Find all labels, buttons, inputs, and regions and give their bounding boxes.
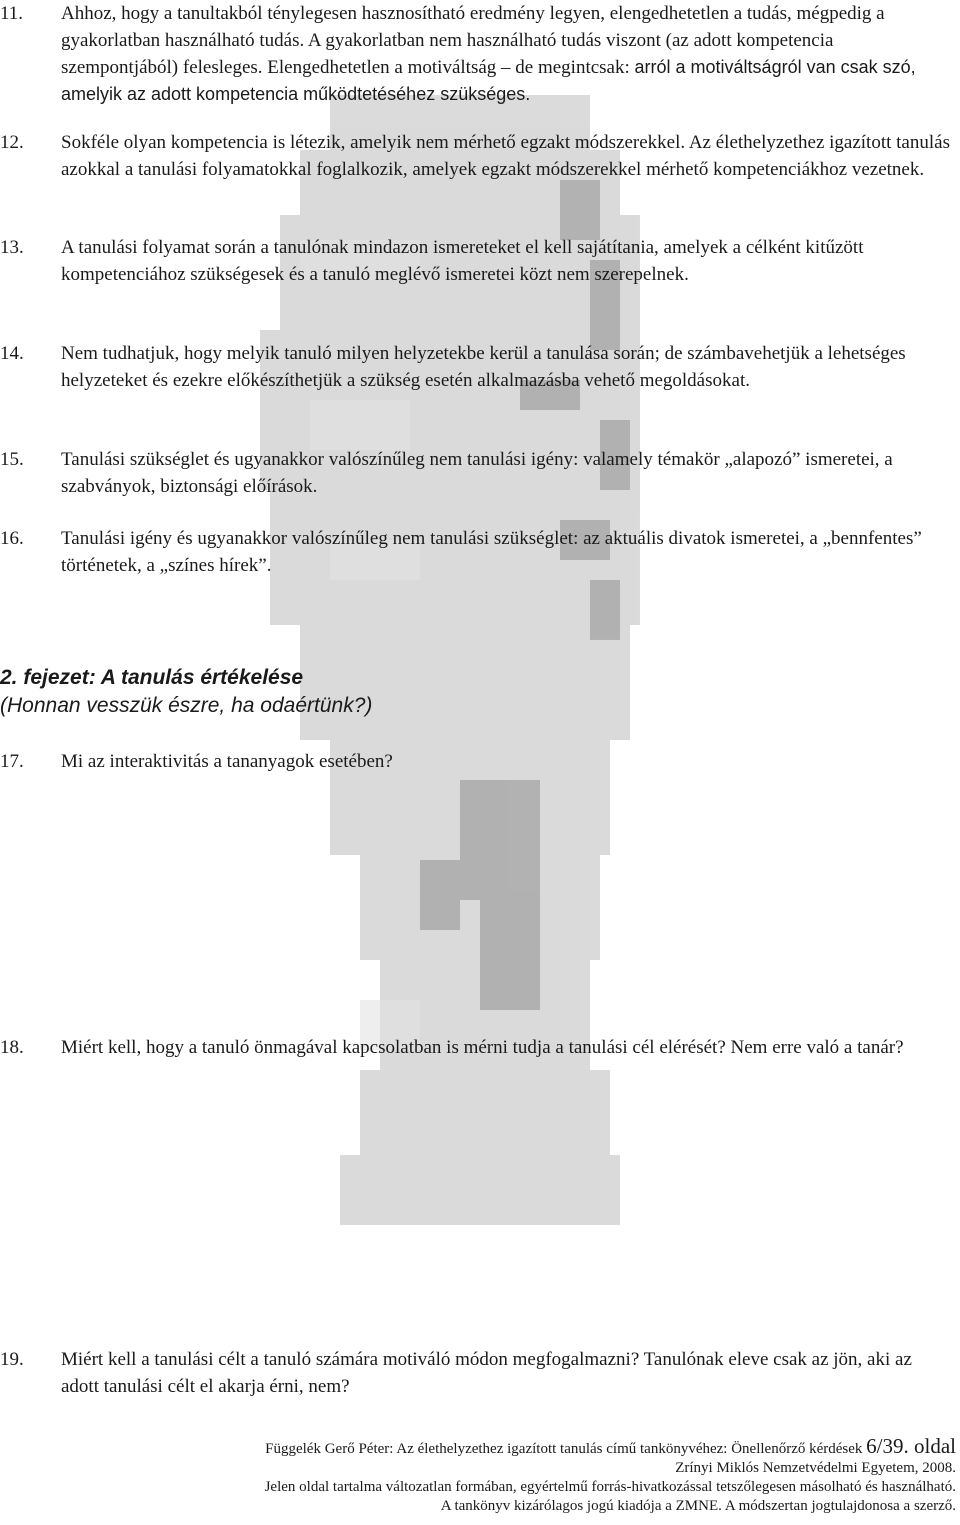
item-text-sans: arról a motiváltságról van csak szó, amelyik az adott kompetencia működtetéséhez szükséges.: [61, 57, 916, 104]
item-text: Mi az interaktivitás a tananyagok esetében?: [61, 751, 393, 772]
item-number: 19.: [0, 1349, 24, 1370]
item-text: [61, 0, 954, 108]
item-text: Tanulási igény és ugyanakkor valószínűleg nem tanulási szükséglet: az aktuális divatok ismeretei, a „bennfentes” történetek, a „színes hírek”.: [61, 528, 922, 576]
item-text: Tanulási szükséglet és ugyanakkor valószínűleg nem tanulási igény: valamely témakör „alapozó” ismeretei, a szabványok, biztonsági előírások.: [61, 449, 893, 497]
chapter-title: 2. fejezet: A tanulás értékelése: [0, 666, 304, 689]
item-number: 15.: [0, 449, 24, 470]
item-number: 16.: [0, 528, 24, 549]
item-number: 14.: [0, 343, 24, 364]
item-number: 13.: [0, 237, 24, 258]
page-number: 6/39. oldal: [866, 1434, 956, 1458]
footer-title: Függelék Gerő Péter: Az élethelyzethez igazított tanulás című tankönyvéhez: Önellenőrző kérdések: [265, 1441, 867, 1457]
footer-line-rights: A tankönyv kizárólagos jogú kiadója a ZMNE. A módszertan jogtulajdonosa a szerző.: [440, 1498, 956, 1514]
item-text-serif: Ahhoz, hogy a tanultakból ténylegesen hasznosítható eredmény legyen, elengedhetetlen a tudás, mégpedig a gyakorlatban használható tudás. A gyakorlatban nem használható tudás viszont (az adott kompetencia szempontjából) felesleges. Elengedhetetlen a motiváltság – de megintcsak:: [61, 3, 885, 78]
footer-line-license: Jelen oldal tartalma változatlan formában, egyértelmű forrás-hivatkozással tetszőlegesen másolható és használható.: [264, 1479, 956, 1495]
item-number: 18.: [0, 1037, 24, 1058]
item-text: A tanulási folyamat során a tanulónak mindazon ismereteket el kell sajátítania, amelyek a célként kitűzött kompetenciához szükségesek és a tanuló meglévő ismeretei közt nem szerepelnek.: [61, 237, 864, 285]
item-text: Sokféle olyan kompetencia is létezik, amelyik nem mérhető egzakt módszerekkel. Az élethelyzethez igazított tanulás azokkal a tanulási folyamatokkal foglalkozik, amelyek egzakt módszerekkel mérhető kompetenciákhoz vezetnek.: [61, 132, 950, 180]
item-number: 17.: [0, 751, 24, 772]
item-number: 12.: [0, 132, 24, 153]
item-text: Nem tudhatjuk, hogy melyik tanuló milyen helyzetekbe kerül a tanulása során; de számbavehetjük a lehetséges helyzeteket és ezekre előkészíthetjük a szükség esetén alkalmazásba vehető megoldásokat.: [61, 343, 906, 391]
chapter-subtitle: (Honnan vesszük észre, ha odaértünk?): [0, 694, 373, 717]
item-number: 11.: [0, 3, 24, 24]
item-text: Miért kell a tanulási célt a tanuló számára motiváló módon megfogalmazni? Tanulónak eleve csak az jön, aki az adott tanulási célt el akarja érni, nem?: [61, 1349, 912, 1397]
page-footer: [56, 1434, 956, 1516]
item-text: Miért kell, hogy a tanuló önmagával kapcsolatban is mérni tudja a tanulási cél elérését? Nem erre való a tanár?: [61, 1037, 904, 1058]
footer-line-title: [56, 1434, 956, 1459]
footer-line-institution: Zrínyi Miklós Nemzetvédelmi Egyetem, 2008.: [675, 1460, 956, 1476]
